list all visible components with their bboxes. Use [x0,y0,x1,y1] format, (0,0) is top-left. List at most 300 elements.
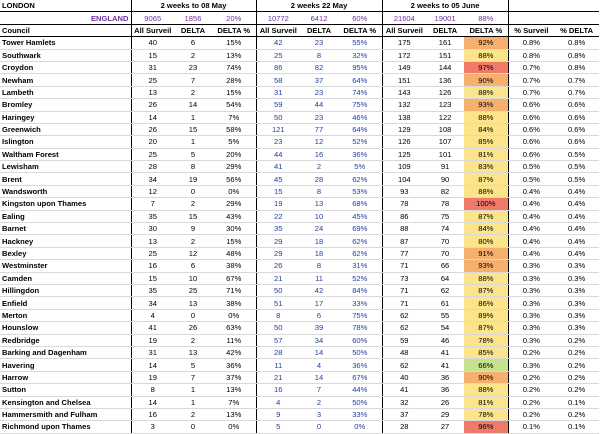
p1-delta: 25 [174,284,212,296]
council-name: Hackney [0,235,131,247]
p2-surveil: 59 [256,99,300,111]
p1-surveil: 26 [131,99,174,111]
table-row [0,396,599,408]
p3-surveil: 126 [382,136,426,148]
pct-delta: 0.6% [554,99,599,111]
p2-delta-pct: 52% [338,136,382,148]
council-name: Barnet [0,223,131,235]
p3-surveil: 73 [382,272,426,284]
table-row [0,123,599,135]
p3-delta: 66 [426,260,464,272]
pct-delta: 0.1% [554,396,599,408]
council-name: Hammersmith and Fulham [0,408,131,420]
pct-delta: 0.4% [554,247,599,259]
p1-surveil: 20 [131,136,174,148]
p2-surveil: 121 [256,123,300,135]
pct-surveil: 0.3% [508,334,554,346]
pct-surveil: 0.2% [508,396,554,408]
p2-delta-pct: 60% [338,334,382,346]
p3-delta: 54 [426,322,464,334]
table-row [0,173,599,185]
p1-delta: 2 [174,198,212,210]
p2-delta-pct: 75% [338,309,382,321]
p1-delta-pct: 11% [212,334,256,346]
p3-surveil: 109 [382,161,426,173]
pct-surveil: 0.6% [508,111,554,123]
p3-surveil: 143 [382,86,426,98]
p2-delta-pct: 64% [338,123,382,135]
p3-delta-pct: 80% [464,235,508,247]
p3-delta: 90 [426,173,464,185]
p2-surveil: 50 [256,322,300,334]
p2-surveil: 22 [256,210,300,222]
table-row [0,322,599,334]
p1-delta-pct: 37% [212,371,256,383]
p2-delta: 42 [300,284,338,296]
england-p3-pct: 88% [464,12,508,24]
p1-delta: 10 [174,272,212,284]
p3-delta: 123 [426,99,464,111]
p3-delta: 144 [426,61,464,73]
p2-surveil: 25 [256,49,300,61]
p2-delta-pct: 46% [338,111,382,123]
pct-surveil: 0.8% [508,37,554,49]
council-name: Waltham Forest [0,148,131,160]
p3-surveil: 151 [382,74,426,86]
p3-delta: 91 [426,161,464,173]
p2-surveil: 21 [256,371,300,383]
pct-surveil: 0.3% [508,359,554,371]
p2-delta: 11 [300,272,338,284]
p2-surveil: 57 [256,334,300,346]
p3-delta: 161 [426,37,464,49]
pct-surveil: 0.4% [508,210,554,222]
blank-cell [508,12,554,24]
p2-delta-pct: 62% [338,247,382,259]
p3-delta-pct: 93% [464,260,508,272]
pct-delta: 0.4% [554,185,599,197]
pct-delta: 0.2% [554,346,599,358]
p3-delta: 55 [426,309,464,321]
table-row [0,74,599,86]
pct-delta: 0.2% [554,371,599,383]
p3-surveil: 129 [382,123,426,135]
col-header: DELTA [174,24,212,36]
p1-delta-pct: 48% [212,247,256,259]
pct-delta: 0.7% [554,74,599,86]
p2-surveil: 21 [256,272,300,284]
p2-delta: 6 [300,309,338,321]
pct-surveil: 0.4% [508,223,554,235]
pct-surveil: 0.7% [508,86,554,98]
p2-delta-pct: 33% [338,408,382,420]
pct-delta: 0.6% [554,111,599,123]
p2-delta-pct: 36% [338,359,382,371]
pct-surveil: 0.7% [508,74,554,86]
p1-surveil: 4 [131,309,174,321]
p1-delta: 13 [174,346,212,358]
p1-surveil: 15 [131,272,174,284]
council-name: Barking and Dagenham [0,346,131,358]
p1-delta: 0 [174,309,212,321]
pct-surveil: 0.5% [508,173,554,185]
p3-surveil: 93 [382,185,426,197]
pct-delta: 0.6% [554,136,599,148]
p3-delta-pct: 84% [464,223,508,235]
p1-surveil: 40 [131,37,174,49]
p3-delta-pct: 96% [464,421,508,433]
p1-delta: 12 [174,247,212,259]
p2-delta: 2 [300,396,338,408]
p3-delta: 29 [426,408,464,420]
p3-surveil: 37 [382,408,426,420]
council-name: Merton [0,309,131,321]
p2-delta-pct: 62% [338,235,382,247]
p3-surveil: 40 [382,371,426,383]
p1-surveil: 14 [131,359,174,371]
p3-delta: 126 [426,86,464,98]
council-name: Greenwich [0,123,131,135]
pct-surveil: 0.2% [508,384,554,396]
table-row [0,309,599,321]
p2-delta-pct: 36% [338,148,382,160]
council-name: Ealing [0,210,131,222]
pct-surveil: 0.3% [508,309,554,321]
p1-surveil: 12 [131,185,174,197]
p3-surveil: 87 [382,235,426,247]
p3-surveil: 138 [382,111,426,123]
council-name: Bromley [0,99,131,111]
col-header: Council [0,24,131,36]
p3-delta-pct: 88% [464,49,508,61]
p3-delta-pct: 90% [464,371,508,383]
pct-delta: 0.5% [554,173,599,185]
p3-delta-pct: 87% [464,322,508,334]
england-p3-surveil: 21604 [382,12,426,24]
council-name: Kensington and Chelsea [0,396,131,408]
p1-surveil: 19 [131,334,174,346]
p1-surveil: 34 [131,173,174,185]
p2-delta: 39 [300,322,338,334]
table-row [0,161,599,173]
p1-surveil: 28 [131,161,174,173]
p1-delta-pct: 29% [212,161,256,173]
council-name: Hillingdon [0,284,131,296]
p3-delta: 36 [426,384,464,396]
p2-delta: 8 [300,260,338,272]
p3-delta-pct: 92% [464,37,508,49]
pct-surveil: 0.2% [508,346,554,358]
p1-surveil: 31 [131,346,174,358]
p1-delta: 1 [174,136,212,148]
p2-surveil: 5 [256,421,300,433]
p3-surveil: 125 [382,148,426,160]
pct-delta: 0.1% [554,421,599,433]
p2-delta: 8 [300,49,338,61]
p3-delta: 61 [426,297,464,309]
pct-surveil: 0.5% [508,161,554,173]
p2-delta: 37 [300,74,338,86]
p3-delta-pct: 91% [464,247,508,259]
p1-delta-pct: 5% [212,136,256,148]
p2-delta-pct: 95% [338,61,382,73]
p3-surveil: 71 [382,284,426,296]
col-header: All Surveil [131,24,174,36]
council-name: Sutton [0,384,131,396]
p2-delta: 12 [300,136,338,148]
table-row [0,334,599,346]
council-name: Lambeth [0,86,131,98]
p1-surveil: 30 [131,223,174,235]
p1-delta-pct: 15% [212,86,256,98]
p1-delta-pct: 71% [212,284,256,296]
p2-delta-pct: 78% [338,322,382,334]
p2-delta-pct: 5% [338,161,382,173]
pct-delta: 0.8% [554,61,599,73]
p2-surveil: 9 [256,408,300,420]
p3-delta-pct: 93% [464,99,508,111]
pct-surveil: 0.3% [508,297,554,309]
col-header: DELTA % [338,24,382,36]
p3-delta-pct: 81% [464,148,508,160]
p3-delta-pct: 100% [464,198,508,210]
p3-delta-pct: 87% [464,284,508,296]
p2-delta-pct: 62% [338,173,382,185]
p3-surveil: 32 [382,396,426,408]
col-header: % DELTA [554,24,599,36]
p3-delta-pct: 88% [464,384,508,396]
p2-delta: 18 [300,247,338,259]
table-row [0,235,599,247]
p2-surveil: 50 [256,111,300,123]
table-row [0,37,599,49]
p1-delta: 7 [174,74,212,86]
p1-surveil: 13 [131,86,174,98]
p3-delta-pct: 88% [464,111,508,123]
pct-delta: 0.8% [554,37,599,49]
p3-delta: 70 [426,235,464,247]
p2-delta: 0 [300,421,338,433]
pct-surveil: 0.2% [508,371,554,383]
blank-cell [554,12,599,24]
p3-delta-pct: 66% [464,359,508,371]
council-name: Islington [0,136,131,148]
council-name: Southwark [0,49,131,61]
england-label: ENGLAND [0,12,131,24]
p1-delta-pct: 7% [212,396,256,408]
p2-delta-pct: 33% [338,297,382,309]
p1-surveil: 41 [131,322,174,334]
pct-delta: 0.3% [554,284,599,296]
p1-delta-pct: 74% [212,61,256,73]
pct-surveil: 0.8% [508,49,554,61]
p2-surveil: 4 [256,396,300,408]
p3-surveil: 172 [382,49,426,61]
p1-delta-pct: 67% [212,272,256,284]
p3-delta-pct: 87% [464,173,508,185]
p2-delta: 44 [300,99,338,111]
col-header: All Surveil [256,24,300,36]
p2-delta-pct: 52% [338,272,382,284]
p1-surveil: 34 [131,297,174,309]
p3-delta-pct: 88% [464,86,508,98]
p1-delta: 2 [174,235,212,247]
p1-delta: 1 [174,396,212,408]
p3-delta: 27 [426,421,464,433]
p1-delta: 1 [174,111,212,123]
p3-surveil: 149 [382,61,426,73]
col-header: DELTA % [212,24,256,36]
p1-delta-pct: 43% [212,210,256,222]
p2-delta: 77 [300,123,338,135]
p3-surveil: 28 [382,421,426,433]
p1-delta: 1 [174,384,212,396]
p1-delta: 0 [174,185,212,197]
table-row [0,136,599,148]
pct-surveil: 0.6% [508,148,554,160]
p3-delta-pct: 97% [464,61,508,73]
p2-surveil: 26 [256,260,300,272]
p2-surveil: 11 [256,359,300,371]
p2-surveil: 31 [256,86,300,98]
p3-surveil: 62 [382,359,426,371]
p2-delta: 7 [300,384,338,396]
council-name: Westminster [0,260,131,272]
p1-delta-pct: 0% [212,421,256,433]
p2-delta: 17 [300,297,338,309]
table-row [0,111,599,123]
p1-delta: 8 [174,161,212,173]
council-name: Lewisham [0,161,131,173]
pct-delta: 0.2% [554,408,599,420]
p3-delta: 46 [426,334,464,346]
p1-delta-pct: 15% [212,37,256,49]
table-row [0,346,599,358]
table-row [0,198,599,210]
council-name: Richmond upon Thames [0,421,131,433]
p3-delta: 62 [426,284,464,296]
p1-delta-pct: 13% [212,49,256,61]
p1-surveil: 3 [131,421,174,433]
p2-surveil: 29 [256,247,300,259]
p2-delta: 18 [300,235,338,247]
p3-surveil: 78 [382,198,426,210]
p3-surveil: 71 [382,260,426,272]
p1-delta: 6 [174,37,212,49]
table-row [0,210,599,222]
p2-surveil: 42 [256,37,300,49]
p2-delta: 23 [300,37,338,49]
table-row [0,49,599,61]
period-header-row [0,0,599,12]
p2-surveil: 8 [256,309,300,321]
pct-delta: 0.4% [554,235,599,247]
pct-delta: 0.3% [554,322,599,334]
p2-delta: 82 [300,61,338,73]
pct-delta: 0.4% [554,210,599,222]
col-header: DELTA [300,24,338,36]
p1-surveil: 14 [131,111,174,123]
table-row [0,359,599,371]
p1-delta-pct: 20% [212,148,256,160]
p1-delta-pct: 36% [212,359,256,371]
p2-delta: 34 [300,334,338,346]
england-p1-pct: 20% [212,12,256,24]
p1-delta: 15 [174,210,212,222]
p3-surveil: 62 [382,322,426,334]
p3-delta-pct: 78% [464,408,508,420]
england-p2-delta: 6412 [300,12,338,24]
p2-surveil: 19 [256,198,300,210]
p3-delta-pct: 81% [464,396,508,408]
p2-surveil: 45 [256,173,300,185]
p2-delta-pct: 50% [338,396,382,408]
p2-delta-pct: 84% [338,284,382,296]
p2-surveil: 15 [256,185,300,197]
blank-cell [554,0,599,12]
council-name: Havering [0,359,131,371]
p1-delta: 5 [174,359,212,371]
p3-surveil: 59 [382,334,426,346]
p1-surveil: 25 [131,74,174,86]
p1-surveil: 35 [131,210,174,222]
period-header-2: 2 weeks 22 May [256,0,382,12]
p1-delta-pct: 63% [212,322,256,334]
p3-delta: 36 [426,371,464,383]
p3-delta-pct: 88% [464,272,508,284]
blank-cell [508,0,554,12]
p3-delta-pct: 85% [464,136,508,148]
p2-delta-pct: 32% [338,49,382,61]
p2-delta: 8 [300,185,338,197]
council-name: Camden [0,272,131,284]
table-row [0,99,599,111]
p3-surveil: 77 [382,247,426,259]
col-header: DELTA [426,24,464,36]
p3-delta: 26 [426,396,464,408]
p1-surveil: 8 [131,384,174,396]
p2-delta: 10 [300,210,338,222]
england-p3-delta: 19001 [426,12,464,24]
p2-delta-pct: 69% [338,223,382,235]
p1-delta: 19 [174,173,212,185]
p2-surveil: 50 [256,284,300,296]
pct-delta: 0.5% [554,161,599,173]
p3-surveil: 41 [382,384,426,396]
pct-surveil: 0.3% [508,322,554,334]
p2-delta-pct: 0% [338,421,382,433]
p2-surveil: 86 [256,61,300,73]
pct-delta: 0.2% [554,359,599,371]
p1-surveil: 25 [131,247,174,259]
p2-delta: 3 [300,408,338,420]
p3-delta: 78 [426,198,464,210]
pct-surveil: 0.4% [508,235,554,247]
council-name: Newham [0,74,131,86]
p2-delta: 2 [300,161,338,173]
p3-surveil: 88 [382,223,426,235]
p3-delta: 136 [426,74,464,86]
p1-surveil: 14 [131,396,174,408]
table-row [0,421,599,433]
period-header-3: 2 weeks to 05 June [382,0,508,12]
england-p2-pct: 60% [338,12,382,24]
p2-delta-pct: 75% [338,99,382,111]
p3-delta-pct: 90% [464,74,508,86]
pct-surveil: 0.3% [508,284,554,296]
table-row [0,371,599,383]
p1-delta: 2 [174,86,212,98]
